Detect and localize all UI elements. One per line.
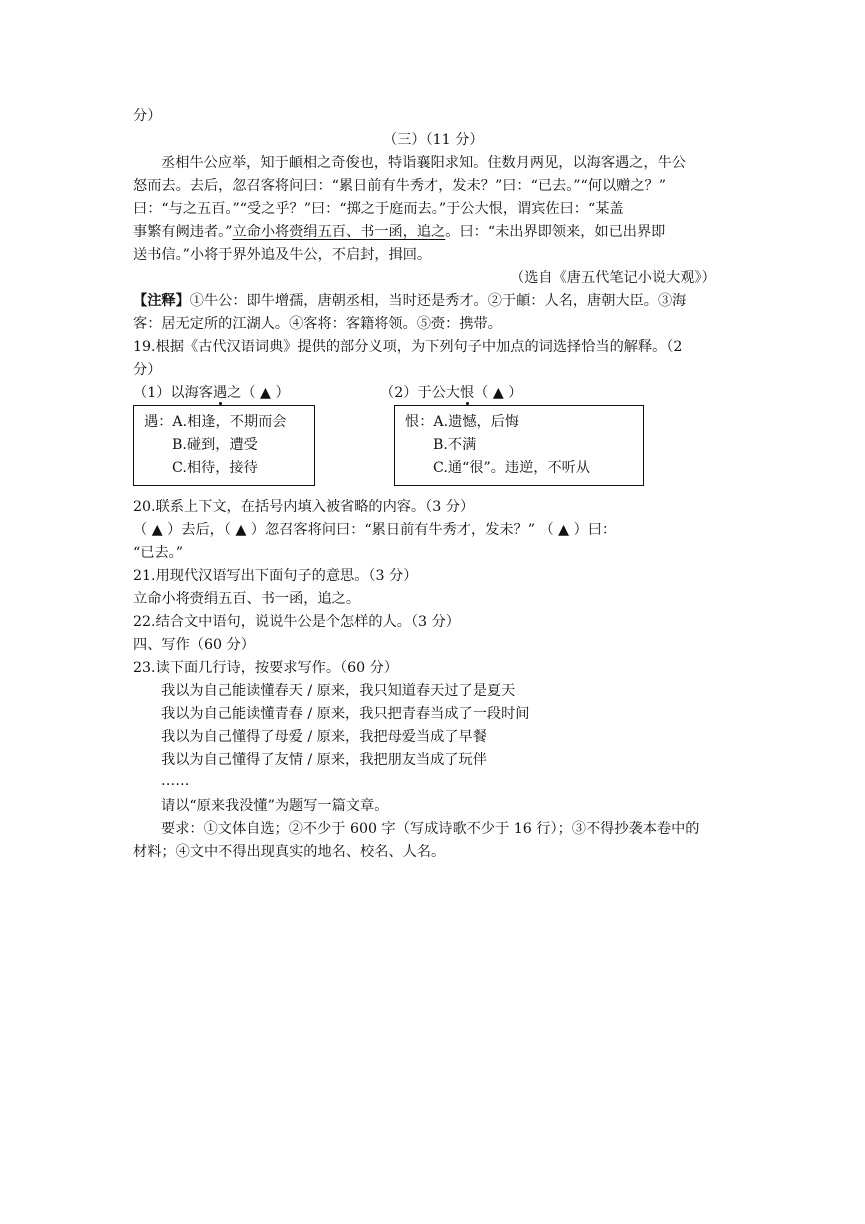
definition-box-2: [394, 405, 644, 486]
writing-requirements: 要求：①文体自选；②不少于 600 字（写成诗歌不少于 16 行）；③不得抄袭本卷中的: [161, 821, 700, 837]
notes-text: ①牛公：即牛增孺，唐朝丞相，当时还是秀才。②于頔：人名，唐朝大臣。③海: [189, 293, 687, 309]
question-19: 19.根据《古代汉语词典》提供的部分义项，为下列句子中加点的词选择恰当的解释。（2: [133, 339, 683, 355]
question-20-blanks: （ ▲ ）去后，（ ▲ ）忽召客将问曰：“累日前有牛秀才，发未？” （ ▲ ）曰：: [133, 522, 617, 538]
writing-task: 请以“原来我没懂”为题写一篇文章。: [161, 798, 389, 814]
definition-box-1: [133, 405, 315, 486]
passage-line: 曰：“与之五百。”“受之乎？”曰：“掷之于庭而去。”于公大恨，谓宾佐曰：“某盖: [133, 201, 624, 217]
passage-line: 丞相牛公应举，知于頔相之奇俊也，特诣襄阳求知。住数月两见，以海客遇之，牛公: [161, 155, 686, 171]
answer-blank: （ ▲ ）: [474, 385, 523, 401]
writing-requirements: 材料；④文中不得出现真实的地名、校名、人名。: [133, 844, 446, 860]
continued-score-text: 分）: [133, 108, 162, 124]
notes-line: 客：居无定所的江湖人。④客将：客籍将领。⑤赍：携带。: [133, 316, 502, 332]
definition-line: 遇：A.相逢，不期而会: [144, 414, 287, 430]
definition-line: C.相待，接待: [172, 460, 258, 476]
q19-text: （2）于公大: [380, 385, 460, 401]
definition-line: B.碰到，遭受: [172, 437, 258, 453]
dotted-word: 恨: [459, 385, 475, 401]
question-20: 20.联系上下文，在括号内填入被省略的内容。（3 分）: [133, 499, 475, 515]
notes-line: [133, 291, 686, 311]
question-22: 22.结合文中语句，说说牛公是个怎样的人。（3 分）: [133, 614, 460, 630]
passage-line: 送书信。”小将于界外追及牛公，不启封，揖回。: [133, 247, 432, 263]
passage-line: [133, 222, 665, 242]
dotted-word: 遇: [212, 385, 228, 401]
question-23: 23.读下面几行诗，按要求写作。（60 分）: [133, 660, 399, 676]
definition-line: 恨：A.遗憾，后悔: [405, 414, 520, 430]
q19-sentence-2: [380, 383, 522, 403]
question-20-blanks-end: “已去。”: [133, 545, 183, 561]
poem-line: 我以为自己能读懂青春 / 原来，我只把青春当成了一段时间: [161, 706, 530, 722]
q19-text: （1）以海客: [133, 385, 213, 401]
source-citation: （选自《唐五代笔记小说大观》）: [510, 270, 716, 286]
answer-blank: 之（ ▲ ）: [227, 385, 290, 401]
passage-text: 事繁有阙违者。”: [133, 224, 233, 240]
poem-line: 我以为自己懂得了友情 / 原来，我把朋友当成了玩伴: [161, 752, 487, 768]
notes-tag: 【注释】: [133, 293, 190, 309]
definition-line: B.不满: [433, 437, 477, 453]
underlined-sentence: 立命小将赍绢五百、书一函，追之: [232, 224, 446, 240]
poem-ellipsis: ……: [161, 773, 190, 789]
passage-line: 怒而去。去后，忽召客将问曰：“累日前有牛秀才，发未？”曰：“已去。”“何以赠之？”: [133, 178, 666, 194]
poem-line: 我以为自己能读懂春天 / 原来，我只知道春天过了是夏天: [161, 683, 516, 699]
poem-line: 我以为自己懂得了母爱 / 原来，我把母爱当成了早餐: [161, 729, 487, 745]
question-19-score: 分）: [133, 362, 162, 378]
passage-text: 。曰：“未出界即领来，如已出界即: [445, 224, 666, 240]
q19-sentence-1: [133, 383, 290, 403]
definition-line: C.通“很”。违逆，不听从: [433, 460, 591, 476]
section-heading: （三）（11 分）: [383, 132, 484, 148]
question-21-sentence: 立命小将赍绢五百、书一函，追之。: [133, 591, 361, 607]
question-21: 21.用现代汉语写出下面句子的意思。（3 分）: [133, 568, 418, 584]
section-four-heading: 四、写作（60 分）: [133, 637, 255, 653]
